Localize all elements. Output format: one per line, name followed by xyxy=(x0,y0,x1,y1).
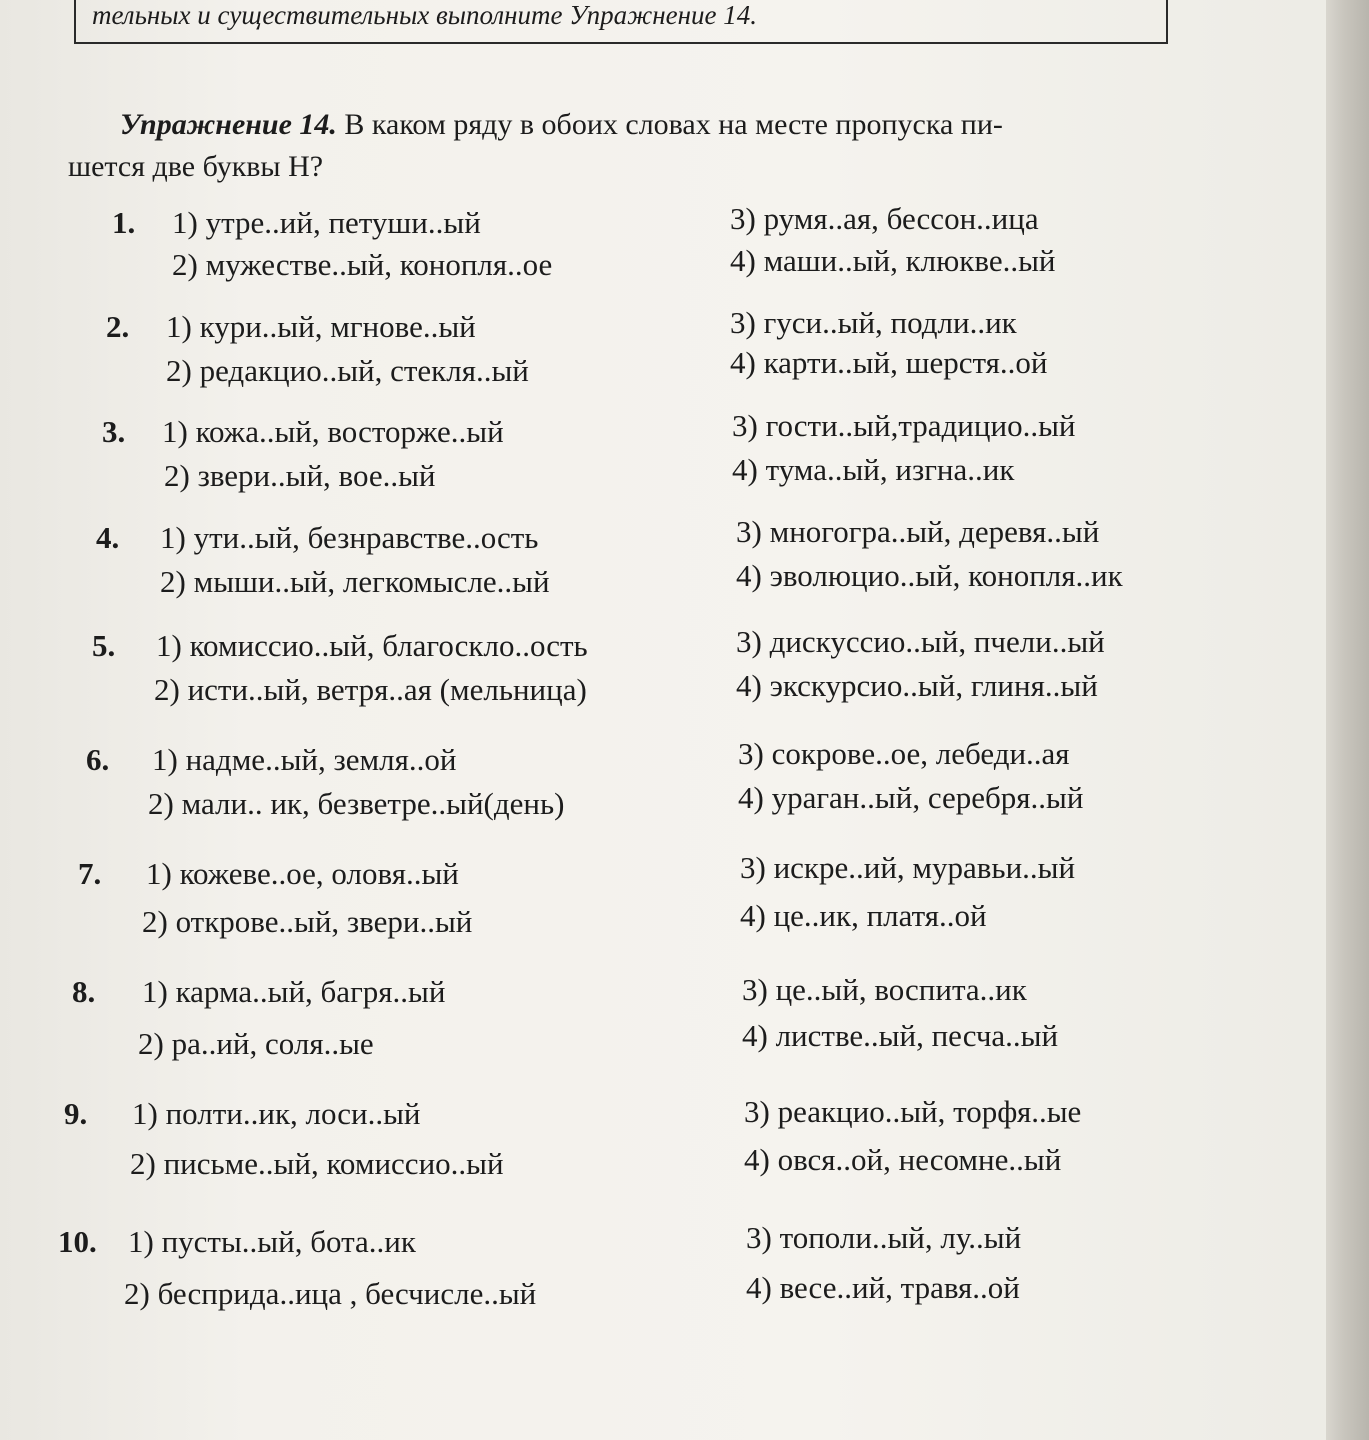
exercise-statement xyxy=(68,104,1188,188)
option-3: 3) тополи..ый, лу..ый xyxy=(746,1220,1022,1255)
option-2: 2) мыши..ый, легкомысле..ый xyxy=(160,564,550,599)
option-2: 2) мали.. ик, безветре..ый(день) xyxy=(148,786,565,821)
option-1: 1) надме..ый, земля..ой xyxy=(152,742,457,777)
question-1 xyxy=(112,201,1292,305)
question-5 xyxy=(92,624,1272,728)
instruction-box xyxy=(74,0,1168,44)
option-1: 1) кури..ый, мгнове..ый xyxy=(166,309,476,344)
question-10 xyxy=(58,1220,1238,1324)
option-4: 4) це..ик, платя..ой xyxy=(740,898,987,933)
option-1: 1) кожеве..ое, оловя..ый xyxy=(146,856,459,891)
option-1: 1) ути..ый, безнравстве..ость xyxy=(160,520,539,555)
option-4: 4) маши..ый, клюкве..ый xyxy=(730,243,1056,278)
question-3 xyxy=(102,408,1282,514)
question-4 xyxy=(96,514,1276,620)
question-number: 7. xyxy=(78,856,102,891)
exercise-statement-line-1 xyxy=(68,104,1188,146)
option-1: 1) кожа..ый, восторже..ый xyxy=(162,414,504,449)
option-4: 4) овся..ой, несомне..ый xyxy=(744,1142,1062,1177)
option-4: 4) весе..ий, травя..ой xyxy=(746,1270,1020,1305)
option-4: 4) экскурсио..ый, глиня..ый xyxy=(736,668,1098,703)
instruction-box-text: тельных и существительных выполните Упражнение 14. xyxy=(92,0,758,30)
option-4: 4) ураган..ый, серебря..ый xyxy=(738,780,1084,815)
question-number: 2. xyxy=(106,309,130,344)
option-2: 2) исти..ый, ветря..ая (мельница) xyxy=(154,672,587,707)
option-4: 4) карти..ый, шерстя..ой xyxy=(730,345,1048,380)
exercise-title: Упражнение 14. xyxy=(120,108,337,141)
option-3: 3) реакцио..ый, торфя..ые xyxy=(744,1094,1082,1129)
question-number: 1. xyxy=(112,205,136,240)
question-number: 10. xyxy=(58,1224,97,1259)
question-number: 3. xyxy=(102,414,126,449)
question-7 xyxy=(78,850,1258,956)
option-1: 1) карма..ый, багря..ый xyxy=(142,974,446,1009)
question-number: 9. xyxy=(64,1096,88,1131)
option-3: 3) дискуссио..ый, пчели..ый xyxy=(736,624,1105,659)
question-6 xyxy=(86,736,1266,842)
option-4: 4) листве..ый, песча..ый xyxy=(742,1018,1059,1053)
question-number: 4. xyxy=(96,520,120,555)
option-1: 1) пусты..ый, бота..ик xyxy=(128,1224,416,1259)
page-edge-shadow xyxy=(1326,0,1369,1440)
option-2: 2) звери..ый, вое..ый xyxy=(164,458,436,493)
option-3: 3) многогра..ый, деревя..ый xyxy=(736,514,1100,549)
option-2: 2) ра..ий, соля..ые xyxy=(138,1026,374,1061)
option-1: 1) полти..ик, лоси..ый xyxy=(132,1096,421,1131)
question-8 xyxy=(72,974,1252,1074)
exercise-text-2: шется две буквы Н? xyxy=(68,150,324,183)
option-3: 3) гости..ый,традицио..ый xyxy=(732,408,1076,443)
option-3: 3) це..ый, воспита..ик xyxy=(742,972,1027,1007)
option-4: 4) тума..ый, изгна..ик xyxy=(732,452,1015,487)
option-3: 3) гуси..ый, подли..ик xyxy=(730,305,1017,340)
question-2 xyxy=(106,305,1286,409)
option-3: 3) искре..ий, муравьи..ый xyxy=(740,850,1076,885)
question-9 xyxy=(64,1096,1244,1196)
question-number: 6. xyxy=(86,742,110,777)
option-2: 2) бесприда..ица , бесчисле..ый xyxy=(124,1276,537,1311)
option-2: 2) письме..ый, комиссио..ый xyxy=(130,1146,504,1181)
option-2: 2) мужестве..ый, конопля..ое xyxy=(172,247,553,282)
exercise-text-1: В каком ряду в обоих словах на месте пропуска пи- xyxy=(336,108,1003,141)
option-2: 2) открове..ый, звери..ый xyxy=(142,904,473,939)
question-number: 8. xyxy=(72,974,96,1009)
option-4: 4) эволюцио..ый, конопля..ик xyxy=(736,558,1123,593)
option-3: 3) сокрове..ое, лебеди..ая xyxy=(738,736,1070,771)
option-1: 1) комиссио..ый, благоскло..ость xyxy=(156,628,588,663)
question-number: 5. xyxy=(92,628,116,663)
option-2: 2) редакцио..ый, стекля..ый xyxy=(166,353,529,388)
option-3: 3) румя..ая, бессон..ица xyxy=(730,201,1039,236)
option-1: 1) утре..ий, петуши..ый xyxy=(172,205,481,240)
